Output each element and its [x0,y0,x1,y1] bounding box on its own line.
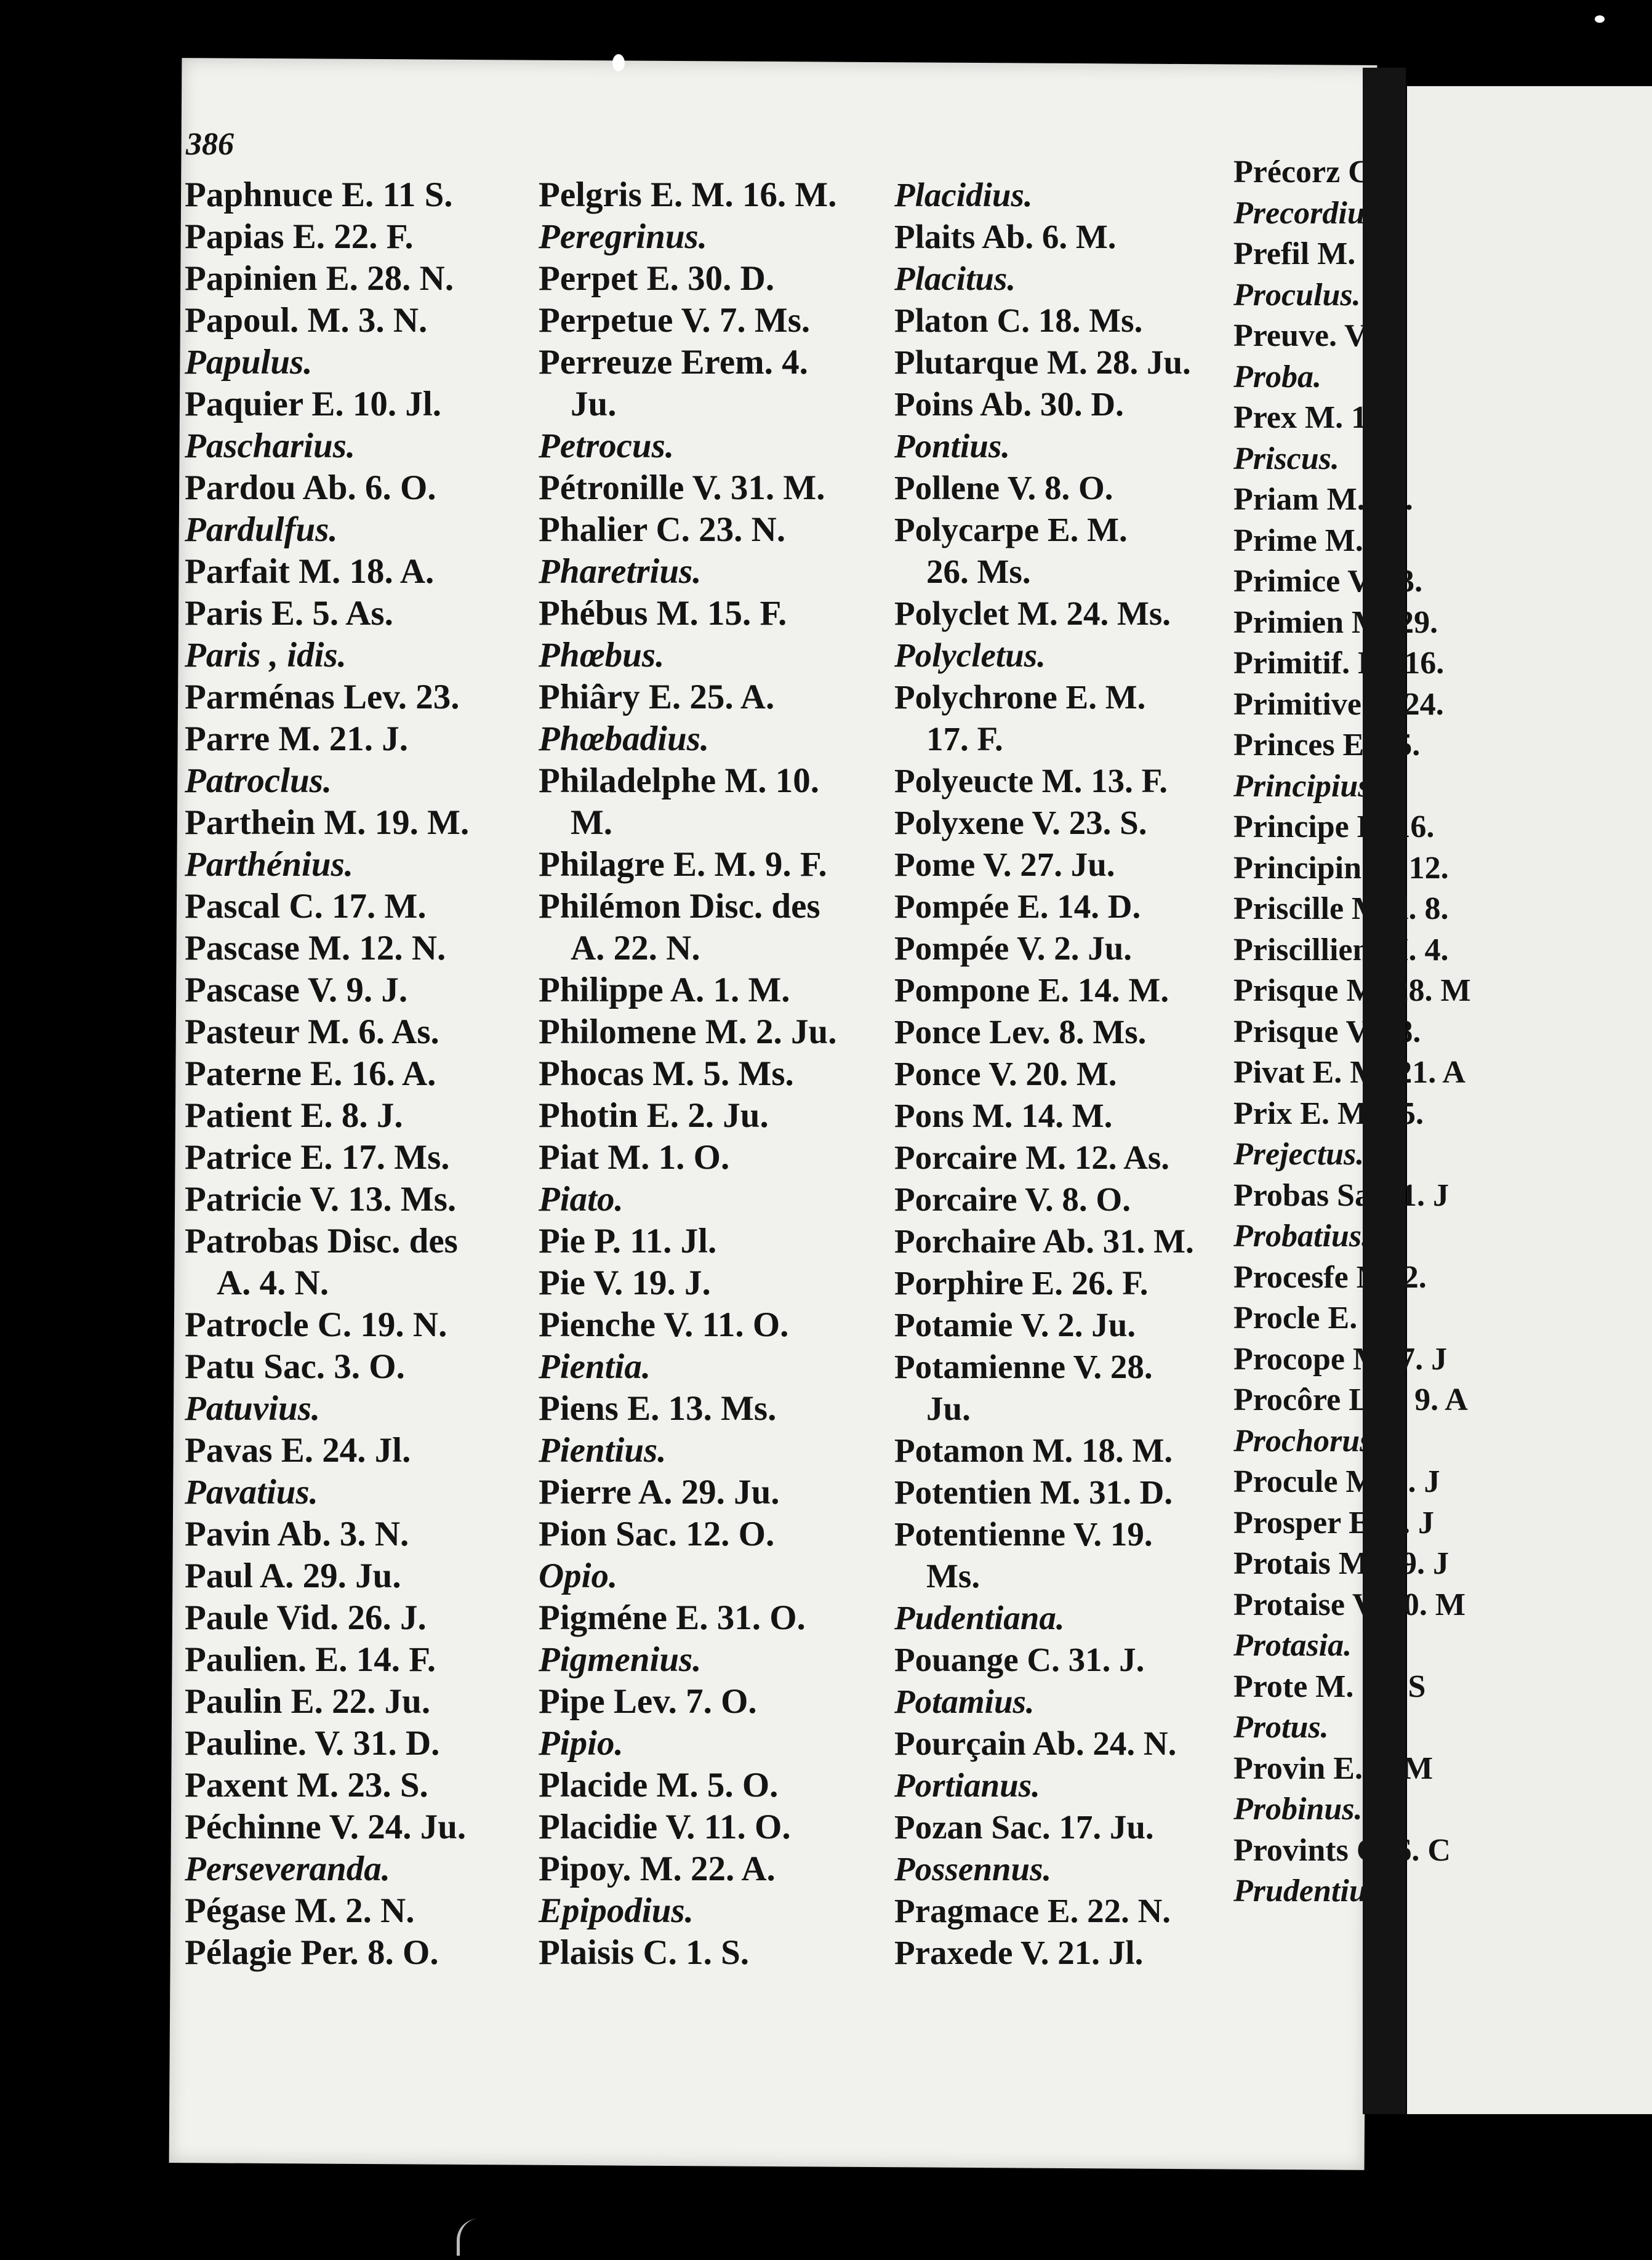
index-entry: Potentienne V. 19. [894,1515,1153,1553]
index-entry: Potamie V. 2. Ju. [894,1306,1136,1344]
index-entry: Prosper E. 9. J [1233,1505,1434,1541]
index-entry: Probinus. [1233,1792,1363,1827]
index-entry: Pelgris E. M. 16. M. [539,175,837,214]
index-entry: Pivat E. M. 21. A [1233,1055,1466,1090]
index-entry: Epipodius. [539,1891,694,1930]
index-entry: M. [571,803,613,842]
index-entry: Pompée E. 14. D. [894,888,1141,925]
index-entry: Plutarque M. 28. Ju. [894,343,1191,381]
index-entry: Patrocle C. 19. N. [185,1305,447,1344]
index-entry: Polyeucte M. 13. F. [894,762,1168,799]
index-entry: Pégase M. 2. N. [185,1891,415,1930]
index-entry: Pascase V. 9. J. [185,971,408,1009]
index-entry: Provin E. 8. M [1233,1750,1433,1786]
index-entry: Phiâry E. 25. A. [539,678,775,716]
index-entry: Perpetue V. 7. Ms. [539,301,811,340]
index-entry: Phœbadius. [539,719,710,758]
index-entry: Prochorus. [1233,1423,1381,1459]
index-entry: Piato. [539,1180,624,1219]
index-entry: Pragmace E. 22. N. [894,1892,1171,1929]
index-entry: Procôre Lev. 9. A [1233,1382,1468,1417]
index-entry: Primice V. 23. [1233,564,1423,599]
index-entry: Pipoy. M. 22. A. [539,1849,776,1888]
index-entry: Papulus. [185,343,313,382]
index-entry: Pozan Sac. 17. Ju. [894,1808,1154,1846]
index-entry: Pons M. 14. M. [894,1097,1113,1134]
index-entry: Philémon Disc. des [539,887,820,926]
index-entry: Pie V. 19. J. [539,1264,711,1302]
index-entry: Pouange C. 31. J. [894,1641,1145,1678]
index-entry: Potamienne V. 28. [894,1348,1153,1385]
index-entry: A. 22. N. [571,929,700,968]
index-entry: Pientius. [539,1431,667,1470]
index-entry: Procope M. 7. J [1233,1341,1448,1377]
index-entry: Placitus. [894,260,1016,297]
index-entry: Possennus. [894,1850,1052,1888]
index-entry: Princes E. 25. [1233,727,1421,763]
index-entry: Piens E. 13. Ms. [539,1389,777,1428]
index-entry: Porchaire Ab. 31. M. [894,1222,1194,1260]
index-column-2 [539,174,883,1974]
index-entry: Péchinne V. 24. Ju. [185,1808,467,1846]
index-entry: Porcaire M. 12. As. [894,1139,1170,1176]
index-entry: Pion Sac. 12. O. [539,1515,775,1553]
index-entry: Prote M. 11. S [1233,1669,1426,1704]
index-entry: Patrice E. 17. Ms. [185,1138,450,1177]
index-entry: Ponce V. 20. M. [894,1055,1117,1092]
index-entry: Polyxene V. 23. S. [894,804,1147,841]
index-entry: Pavatius. [185,1473,318,1512]
index-entry: Pascharius. [185,427,356,465]
index-column-1 [185,174,529,1974]
index-entry: Principe E. 16. [1233,809,1435,844]
index-entry: Procule M. 1. J [1233,1464,1440,1499]
paper-speck [612,54,625,71]
index-entry: Papoul. M. 3. N. [185,301,428,340]
index-entry: Potentien M. 31. D. [894,1473,1173,1511]
index-entry: Principin C. 12. [1233,850,1449,886]
index-entry: Proba. [1233,359,1321,395]
index-entry: Prefil M. 4 [1233,236,1380,271]
index-entry: Pauline. V. 31. D. [185,1724,440,1763]
index-entry: Pharetrius. [539,552,702,591]
index-entry: Potamius. [894,1683,1035,1720]
index-entry: Placidius. [894,176,1033,214]
index-entry: Ju. [926,1390,971,1427]
index-entry: Polycarpe E. M. [894,511,1128,548]
index-entry: Perseveranda. [185,1849,391,1888]
index-entry: Paul A. 29. Ju. [185,1557,401,1595]
index-entry: Pardulfus. [185,510,338,549]
index-entry: Phœbus. [539,636,665,675]
index-entry: Protaise V. 20. M [1233,1587,1466,1622]
index-entry: Parménas Lev. 23. [185,678,460,716]
index-entry: Priam M. 28. [1233,482,1413,517]
index-entry: Pascase M. 12. N. [185,929,446,968]
index-entry: Primitive V. 24. [1233,686,1444,722]
index-entry: Pasteur M. 6. As. [185,1012,439,1051]
index-entry: Paquier E. 10. Jl. [185,385,441,423]
index-entry: Parre M. 21. J. [185,719,408,758]
index-entry: Praxede V. 21. Jl. [894,1934,1144,1971]
index-entry: Phébus M. 15. F. [539,594,787,633]
index-entry: Procle E. 24. [1233,1300,1406,1336]
index-entry: Pie P. 11. Jl. [539,1222,717,1260]
index-entry: Ju. [571,385,617,423]
index-entry: Plaisis C. 1. S. [539,1933,750,1972]
index-entry: Paulien. E. 14. F. [185,1640,436,1679]
index-entry: Patuvius. [185,1389,321,1428]
index-entry: Plaits Ab. 6. M. [894,218,1117,255]
index-entry: Probas Sac. 1. J [1233,1177,1450,1213]
index-entry: Philippe A. 1. M. [539,971,790,1009]
index-entry: Parfait M. 18. A. [185,552,435,591]
index-entry: Paulin E. 22. Ju. [185,1682,431,1721]
index-entry: Placidie V. 11. O. [539,1808,791,1846]
index-entry: Pome V. 27. Ju. [894,846,1115,883]
index-entry: Phocas M. 5. Ms. [539,1054,794,1093]
index-entry: Pompone E. 14. M. [894,971,1169,1009]
index-entry: Priscillien M. 4. [1233,932,1449,968]
index-entry: Prix E. M. 25. [1233,1096,1424,1131]
index-entry: Petrocus. [539,427,675,465]
index-entry: Papias E. 22. F. [185,217,414,256]
index-entry: Porcaire V. 8. O. [894,1180,1131,1218]
index-entry: Peregrinus. [539,217,707,256]
index-entry: Pavas E. 24. Jl. [185,1431,411,1470]
index-entry: Primitif. M. 16. [1233,646,1445,681]
index-entry: A. 4. N. [217,1264,329,1302]
index-entry: Pigméne E. 31. O. [539,1598,806,1637]
index-entry: Pigmenius. [539,1640,702,1679]
index-entry: Pétronille V. 31. M. [539,468,825,507]
index-entry: Primien M. 29. [1233,604,1438,640]
index-entry: 17. F. [926,720,1003,758]
index-entry: Paule Vid. 26. J. [185,1598,427,1637]
index-entry: Provints C. 6. C [1233,1832,1451,1868]
page-number: 386 [186,127,234,162]
index-entry: Portianus. [894,1766,1040,1804]
index-entry: Précorz C. 1 [1233,154,1403,190]
index-entry: Prejectus. [1233,1137,1365,1172]
index-entry: Patient E. 8. J. [185,1096,403,1135]
index-entry: Pontius. [894,427,1010,465]
index-entry: Ms. [926,1557,980,1595]
index-entry: Opio. [539,1557,618,1595]
index-entry: Protasia. [1233,1628,1352,1663]
index-entry: Pollene V. 8. O. [894,469,1113,507]
index-entry: Prime M. 9. [1233,523,1395,558]
index-entry: Patroclus. [185,761,332,800]
index-entry: Platon C. 18. Ms. [894,302,1143,339]
index-entry: Precordius. [1233,195,1385,231]
index-entry: Protais M. 19. J [1233,1546,1449,1581]
index-entry: Pompée V. 2. Ju. [894,929,1133,967]
index-entry: Paris , idis. [185,636,347,675]
index-entry: Pierre A. 29. Ju. [539,1473,780,1512]
index-entry: Philagre E. M. 9. F. [539,845,827,884]
index-entry: Pienche V. 11. O. [539,1305,789,1344]
index-entry: Proculus. [1233,277,1361,313]
index-entry: Pourçain Ab. 24. N. [894,1725,1177,1762]
index-entry: Paxent M. 23. S. [185,1766,428,1805]
index-entry: Placide M. 5. O. [539,1766,779,1805]
index-entry: Procesfe M. 2. [1233,1259,1427,1295]
index-entry: 26. Ms. [926,553,1031,590]
index-entry: Poins Ab. 30. D. [894,385,1124,423]
index-entry: Protus. [1233,1710,1329,1745]
index-entry: Phalier C. 23. N. [539,510,786,549]
index-entry: Prisque M. 28. M [1233,973,1471,1008]
index-entry: Pientia. [539,1347,651,1386]
index-entry: Preuve. V. 5 [1233,318,1395,353]
index-entry: Perpet E. 30. D. [539,259,775,298]
index-entry: Paris E. 5. As. [185,594,393,633]
index-entry: Polyclet M. 24. Ms. [894,595,1171,632]
index-entry: Priscille Mul. 8. [1233,891,1449,926]
index-entry: Prudentius. [1233,1873,1387,1909]
index-entry: Pipio. [539,1724,624,1763]
index-entry: Perreuze Erem. 4. [539,343,808,382]
index-entry: Probatius. [1233,1219,1370,1254]
index-entry: Porphire E. 26. F. [894,1264,1149,1302]
index-entry: Priscus. [1233,441,1339,476]
index-entry: Prisque V. 18. [1233,1014,1421,1049]
index-entry: Potamon M. 18. M. [894,1432,1173,1469]
index-entry: Polychrone E. M. [894,678,1146,716]
index-entry: Parthénius. [185,845,354,884]
index-entry: Parthein M. 19. M. [185,803,470,842]
scan-artifact [457,2219,478,2256]
index-entry: Patrobas Disc. des [185,1222,458,1260]
index-entry: Pipe Lev. 7. O. [539,1682,757,1721]
index-entry: Paphnuce E. 11 S. [185,175,453,214]
index-entry: Pudentiana. [894,1599,1065,1637]
index-entry: Polycletus. [894,636,1046,674]
index-entry: Philomene M. 2. Ju. [539,1012,837,1051]
index-entry: Papinien E. 28. N. [185,259,454,298]
index-entry: Photin E. 2. Ju. [539,1096,769,1135]
index-entry: Patricie V. 13. Ms. [185,1180,457,1219]
paper-speck [1595,15,1605,23]
index-entry: Ponce Lev. 8. Ms. [894,1013,1147,1051]
index-entry: Principius. [1233,768,1379,804]
index-entry: Pélagie Per. 8. O. [185,1933,439,1972]
index-column-4 [1233,152,1640,1912]
index-entry: Piat M. 1. O. [539,1138,730,1177]
index-entry: Philadelphe M. 10. [539,761,820,800]
index-entry: Pavin Ab. 3. N. [185,1515,409,1553]
index-entry: Pardou Ab. 6. O. [185,468,436,507]
index-entry: Patu Sac. 3. O. [185,1347,405,1386]
index-entry: Prex M. 16. [1233,400,1392,435]
index-entry: Pascal C. 17. M. [185,887,427,926]
index-entry: Paterne E. 16. A. [185,1054,436,1093]
